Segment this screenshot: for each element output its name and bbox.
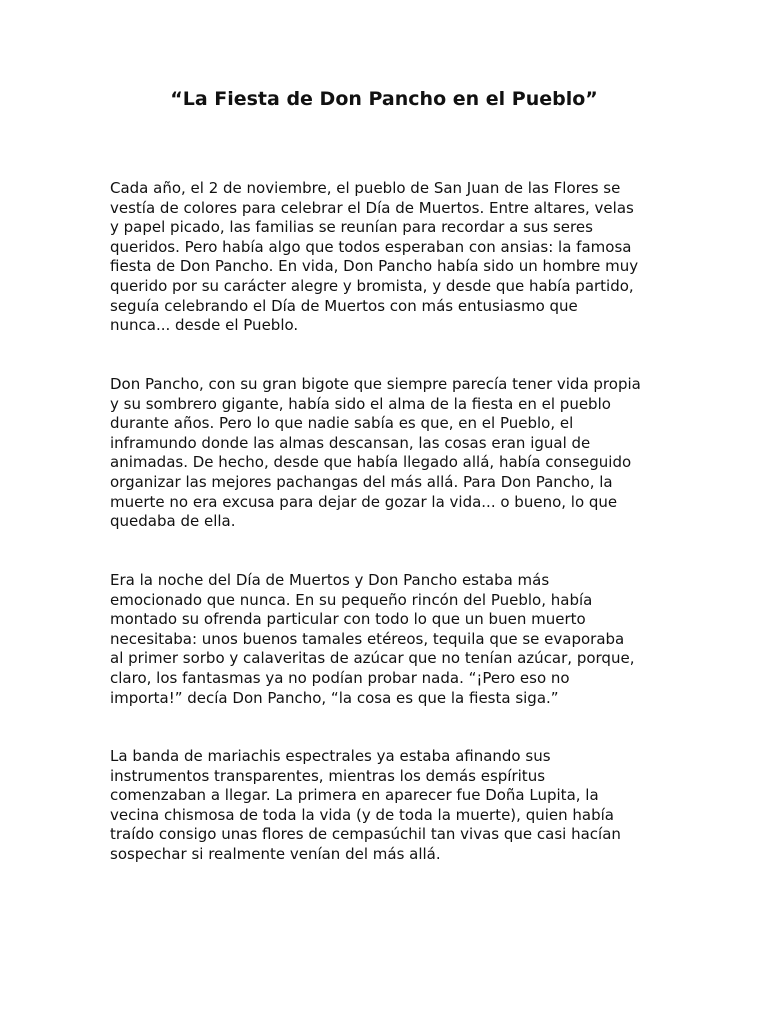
paragraph-line: vecina chismosa de toda la vida (y de toda la muerte), quien había xyxy=(110,805,614,824)
paragraph-line: claro, los fantasmas ya no podían probar nada. “¡Pero eso no xyxy=(110,668,570,687)
paragraph-line: inframundo donde las almas descansan, las cosas eran igual de xyxy=(110,433,591,452)
paragraph-line: Cada año, el 2 de noviembre, el pueblo de San Juan de las Flores se xyxy=(110,179,621,197)
paragraph-line: al primer sorbo y calaveritas de azúcar que no tenían azúcar, porque, xyxy=(110,649,635,668)
paragraph-line: sospechar si realmente venían del más allá. xyxy=(110,844,441,863)
paragraph-line: fiesta de Don Pancho. En vida, Don Pancho había sido un hombre muy xyxy=(110,257,639,276)
paragraph-line: querido por su carácter alegre y bromista, y desde que había partido, xyxy=(110,276,634,295)
paragraph-line: necesitaba: unos buenos tamales etéreos, tequila que se evaporaba xyxy=(110,629,625,648)
paragraph-line: emocionado que nunca. En su pequeño rincón del Pueblo, había xyxy=(110,590,593,609)
paragraph-line: animadas. De hecho, desde que había llegado allá, había conseguido xyxy=(110,453,632,472)
paragraph-line: traído consigo unas flores de cempasúchil tan vivas que casi hacían xyxy=(110,825,621,844)
paragraph-line: quedaba de ella. xyxy=(110,512,236,531)
paragraph-line: importa!” decía Don Pancho, “la cosa es que la fiesta siga.” xyxy=(110,688,559,707)
paragraph-line: Era la noche del Día de Muertos y Don Pancho estaba más xyxy=(110,571,550,589)
paragraph-1 xyxy=(110,179,665,336)
paragraph-3 xyxy=(110,571,665,708)
paragraph-line: nunca... desde el Pueblo. xyxy=(110,316,299,335)
paragraph-line: queridos. Pero había algo que todos esperaban con ansias: la famosa xyxy=(110,237,632,256)
paragraph-line: muerte no era excusa para dejar de gozar la vida... o bueno, lo que xyxy=(110,492,618,511)
paragraph-line: La banda de mariachis espectrales ya estaba afinando sus xyxy=(110,747,551,765)
paragraph-line: montado su ofrenda particular con todo lo que un buen muerto xyxy=(110,610,586,629)
paragraph-line: instrumentos transparentes, mientras los demás espíritus xyxy=(110,766,546,785)
paragraph-line: organizar las mejores pachangas del más allá. Para Don Pancho, la xyxy=(110,472,613,491)
paragraph-line: y su sombrero gigante, había sido el alma de la fiesta en el pueblo xyxy=(110,394,611,413)
paragraph-line: vestía de colores para celebrar el Día de Muertos. Entre altares, velas xyxy=(110,198,634,217)
paragraph-2 xyxy=(110,375,665,532)
paragraph-line: durante años. Pero lo que nadie sabía es que, en el Pueblo, el xyxy=(110,414,574,433)
paragraph-line: y papel picado, las familias se reunían para recordar a sus seres xyxy=(110,218,593,237)
paragraph-line: seguía celebrando el Día de Muertos con más entusiasmo que xyxy=(110,296,578,315)
document-title: “La Fiesta de Don Pancho en el Pueblo” xyxy=(170,88,598,110)
paragraph-line: Don Pancho, con su gran bigote que siempre parecía tener vida propia xyxy=(110,375,641,393)
paragraph-4 xyxy=(110,747,665,865)
paragraph-line: comenzaban a llegar. La primera en aparecer fue Doña Lupita, la xyxy=(110,786,599,805)
